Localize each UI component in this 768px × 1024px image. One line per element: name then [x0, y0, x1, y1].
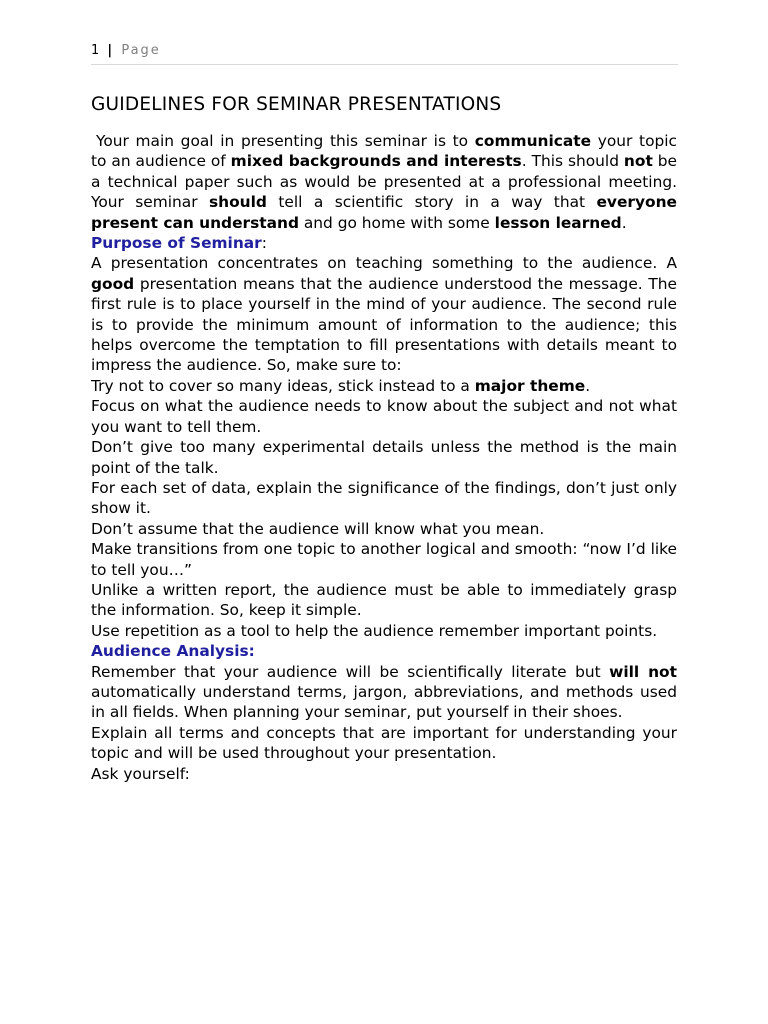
- intro-bold-1: communicate: [474, 132, 592, 150]
- header-rule: [91, 64, 678, 65]
- page-number: 1: [91, 43, 100, 58]
- intro-bold-6: lesson learned: [494, 213, 622, 232]
- intro-text-3: . This should: [521, 152, 624, 171]
- document-body: [91, 131, 677, 784]
- intro-text-2: your topic to an audience of: [91, 132, 677, 171]
- purpose-bold-1: good: [91, 274, 135, 293]
- intro-bold-5: everyone present can understand: [91, 193, 677, 232]
- purpose-list-item: [91, 376, 677, 396]
- purpose-list-item: Make transitions from one topic to another logical and smooth: “now I’d like to tell you…”: [91, 540, 677, 579]
- audience-heading: Audience Analysis:: [91, 642, 255, 661]
- purpose-list-item: Use repetition as a tool to help the audience remember important points.: [91, 621, 658, 640]
- purpose-heading-text: Purpose of Seminar: [91, 234, 262, 253]
- intro-text-6: and go home with some: [298, 213, 495, 232]
- purpose-list-item: For each set of data, explain the significance of the findings, don’t just only show it.: [91, 478, 677, 518]
- document-title: GUIDELINES FOR SEMINAR PRESENTATIONS: [91, 94, 502, 115]
- intro-bold-3: not: [623, 152, 653, 171]
- purpose-paragraph: [91, 253, 677, 375]
- purpose-list-item: Don’t give too many experimental details unless the method is the main point of the talk.: [91, 438, 677, 477]
- intro-text-5: tell a scientific story in a way that: [266, 193, 597, 212]
- header-separator: |: [107, 43, 113, 58]
- intro-text-4: be a technical paper such as would be presented at a professional meeting. Your seminar: [91, 152, 677, 212]
- audience-paragraph: Ask yourself:: [91, 764, 190, 783]
- audience-bold-1: will not: [609, 662, 677, 681]
- intro-text-1: Your main goal in presenting this seminar is to: [96, 132, 475, 150]
- item1-text-2: .: [585, 376, 591, 395]
- audience-text-2: automatically understand terms, jargon, abbreviations, and methods used in all fields. When planning your seminar, put yourself in their shoes.: [91, 682, 677, 722]
- intro-bold-2: mixed backgrounds and interests: [230, 152, 522, 171]
- intro-text-7: .: [621, 213, 627, 232]
- intro-bold-4: should: [208, 193, 267, 212]
- purpose-list-item: Unlike a written report, the audience must be able to immediately grasp the information. So, keep it simple.: [91, 580, 677, 620]
- audience-paragraph: Explain all terms and concepts that are important for understanding your topic and will be used throughout your presentation.: [91, 723, 677, 763]
- audience-paragraph: [91, 662, 677, 723]
- audience-text-1: Remember that your audience will be scientifically literate but: [91, 662, 610, 681]
- purpose-list-item: Focus on what the audience needs to know about the subject and not what you want to tell them.: [91, 397, 677, 436]
- item1-text-1: Try not to cover so many ideas, stick instead to a: [91, 376, 475, 395]
- page-header: [91, 43, 161, 58]
- item1-bold: major theme: [474, 376, 586, 395]
- purpose-text-2: presentation means that the audience understood the message. The first rule is to place yourself in the mind of your audience. The second rule is to provide the minimum amount of information to the audience; this helps overcome the temptation to fill presentations with details meant to impress the audience. So, make sure to:: [91, 274, 677, 375]
- page-label: Page: [121, 43, 161, 58]
- purpose-list-item: Don’t assume that the audience will know what you mean.: [91, 519, 545, 538]
- purpose-text-1: A presentation concentrates on teaching something to the audience. A: [91, 254, 677, 273]
- purpose-heading-colon: :: [261, 234, 267, 253]
- intro-paragraph: [91, 131, 677, 233]
- purpose-heading: [91, 233, 677, 253]
